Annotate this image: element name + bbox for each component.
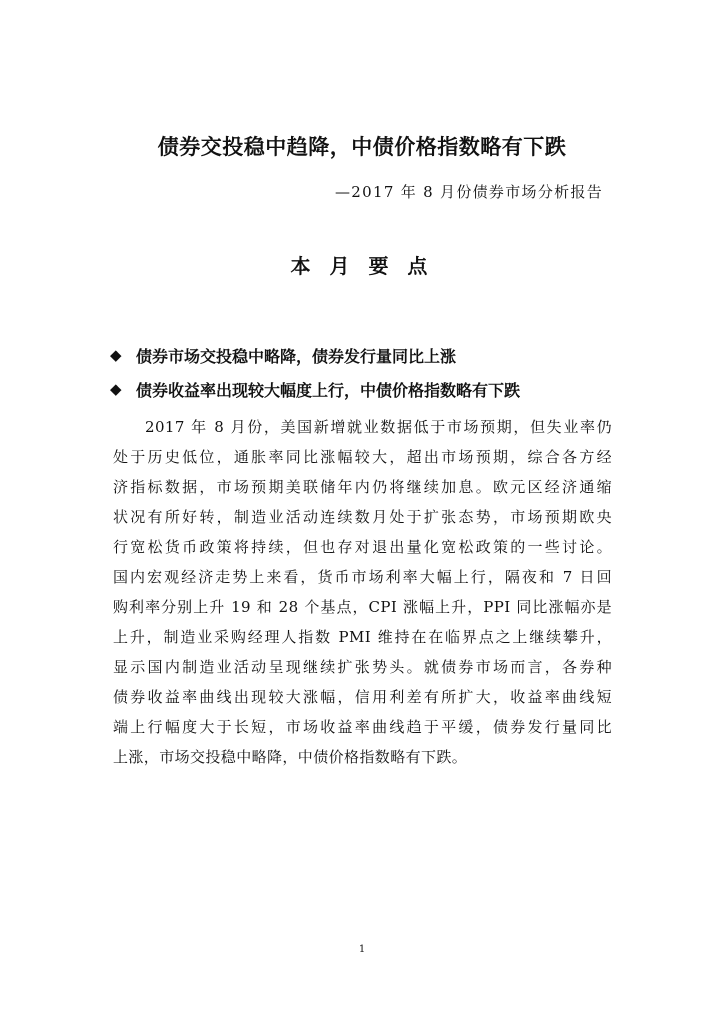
highlight-text: 债券收益率出现较大幅度上行，中债价格指数略有下跌: [136, 380, 521, 400]
paragraph-line: 国内宏观经济走势上来看，货币市场利率大幅上行，隔夜和 7 日回: [113, 568, 612, 586]
highlight-text: 债券市场交投稳中略降，债券发行量同比上涨: [136, 346, 457, 366]
diamond-bullet-icon: ◆: [110, 380, 122, 398]
highlight-item: [110, 372, 630, 406]
report-subtitle: —2017 年 8 月份债券市场分析报告: [335, 183, 604, 201]
highlights-list: [110, 338, 630, 406]
paragraph-line: 债券收益率曲线出现较大涨幅，信用利差有所扩大，收益率曲线短: [113, 688, 612, 706]
paragraph-line: 处于历史低位，通胀率同比涨幅较大，超出市场预期，综合各方经: [113, 448, 612, 466]
paragraph-line: 上升，制造业采购经理人指数 PMI 维持在在临界点之上继续攀升，: [113, 628, 612, 646]
diamond-bullet-icon: ◆: [110, 346, 122, 364]
paragraph-line: 济指标数据，市场预期美联储年内仍将继续加息。欧元区经济通缩: [113, 478, 612, 496]
highlight-item: [110, 338, 630, 372]
body-paragraph: [113, 412, 612, 772]
page-number: 1: [358, 944, 366, 955]
highlights-heading: 本 月 要 点: [290, 254, 434, 278]
report-title: 债券交投稳中趋降，中债价格指数略有下跌: [157, 135, 567, 159]
paragraph-line: 上涨，市场交投稳中略降，中债价格指数略有下跌。: [113, 748, 468, 766]
paragraph-line: 端上行幅度大于长短，市场收益率曲线趋于平缓，债券发行量同比: [113, 718, 612, 736]
paragraph-line: 显示国内制造业活动呈现继续扩张势头。就债券市场而言，各券种: [113, 658, 612, 676]
paragraph-line: 行宽松货币政策将持续，但也存对退出量化宽松政策的一些讨论。: [113, 538, 612, 556]
paragraph-line: 2017 年 8 月份，美国新增就业数据低于市场预期，但失业率仍: [145, 418, 612, 436]
paragraph-line: 状况有所好转，制造业活动连续数月处于扩张态势，市场预期欧央: [113, 508, 612, 526]
paragraph-line: 购利率分别上升 19 和 28 个基点，CPI 涨幅上升，PPI 同比涨幅亦是: [113, 598, 612, 616]
